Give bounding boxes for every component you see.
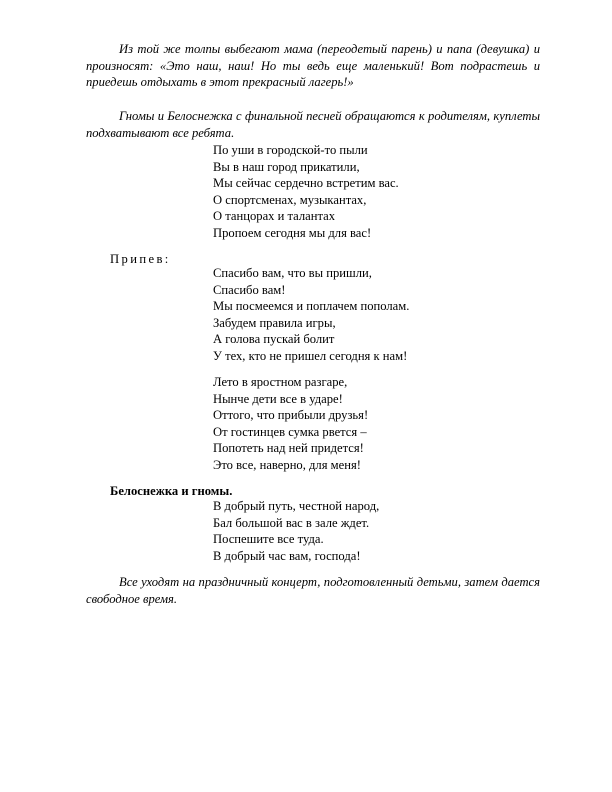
verse-line: Поспешите все туда. (213, 532, 324, 547)
verse-line: Это все, наверно, для меня! (213, 457, 361, 472)
verse-line: Спасибо вам! (213, 282, 286, 297)
verse-line: О танцорах и талантах (213, 209, 336, 224)
verse-line: Лето в яростном разгаре, (213, 375, 348, 389)
verse-line: О спортсменах, музыкантах, (213, 192, 367, 207)
verse-line: Мы посмеемся и поплачем пополам. (213, 299, 410, 314)
verse-line: Мы сейчас сердечно встретим вас. (213, 176, 399, 191)
verse-line: В добрый путь, честной народ, (213, 499, 380, 513)
verse-line: Пропоем сегодня мы для вас! (213, 225, 372, 240)
chorus-label: Припев: (110, 252, 171, 266)
intro-paragraph: Из той же толпы выбегают мама (переодетый парень) и папа (девушка) и произносят: «Это наш, наш! Но ты ведь еще маленький! Вот подрастешь и приедешь отдыхать в этот прекрасный лагерь!» (86, 42, 540, 90)
verse-line: Оттого, что прибыли друзья! (213, 408, 369, 423)
verse-line: Нынче дети все в ударе! (213, 391, 343, 406)
verse-line: В добрый час вам, господа! (213, 548, 361, 563)
verse-3 (213, 498, 379, 564)
chorus (213, 265, 409, 365)
verse-line: По уши в городской-то пыли (213, 143, 368, 157)
verse-line: Забудем правила игры, (213, 315, 336, 330)
verse-line: У тех, кто не пришел сегодня к нам! (213, 348, 408, 363)
verse-line: Спасибо вам, что вы пришли, (213, 266, 372, 280)
gnomes-paragraph: Гномы и Белоснежка с финальной песней обращаются к родителям, куплеты подхватывают все ребята. (86, 109, 540, 140)
verse-line: А голова пускай болит (213, 332, 335, 347)
verse-line: Попотеть над ней придется! (213, 441, 364, 456)
verse-line: Бал большой вас в зале ждет. (213, 515, 370, 530)
verse-line: От гостинцев сумка рвется – (213, 424, 367, 439)
closing-paragraph: Все уходят на праздничный концерт, подготовленный детьми, затем дается свободное время. (86, 575, 540, 606)
verse-line: Вы в наш город прикатили, (213, 159, 360, 174)
verse-1 (213, 142, 399, 242)
snow-white-label: Белоснежка и гномы. (110, 484, 233, 498)
verse-2 (213, 374, 368, 474)
